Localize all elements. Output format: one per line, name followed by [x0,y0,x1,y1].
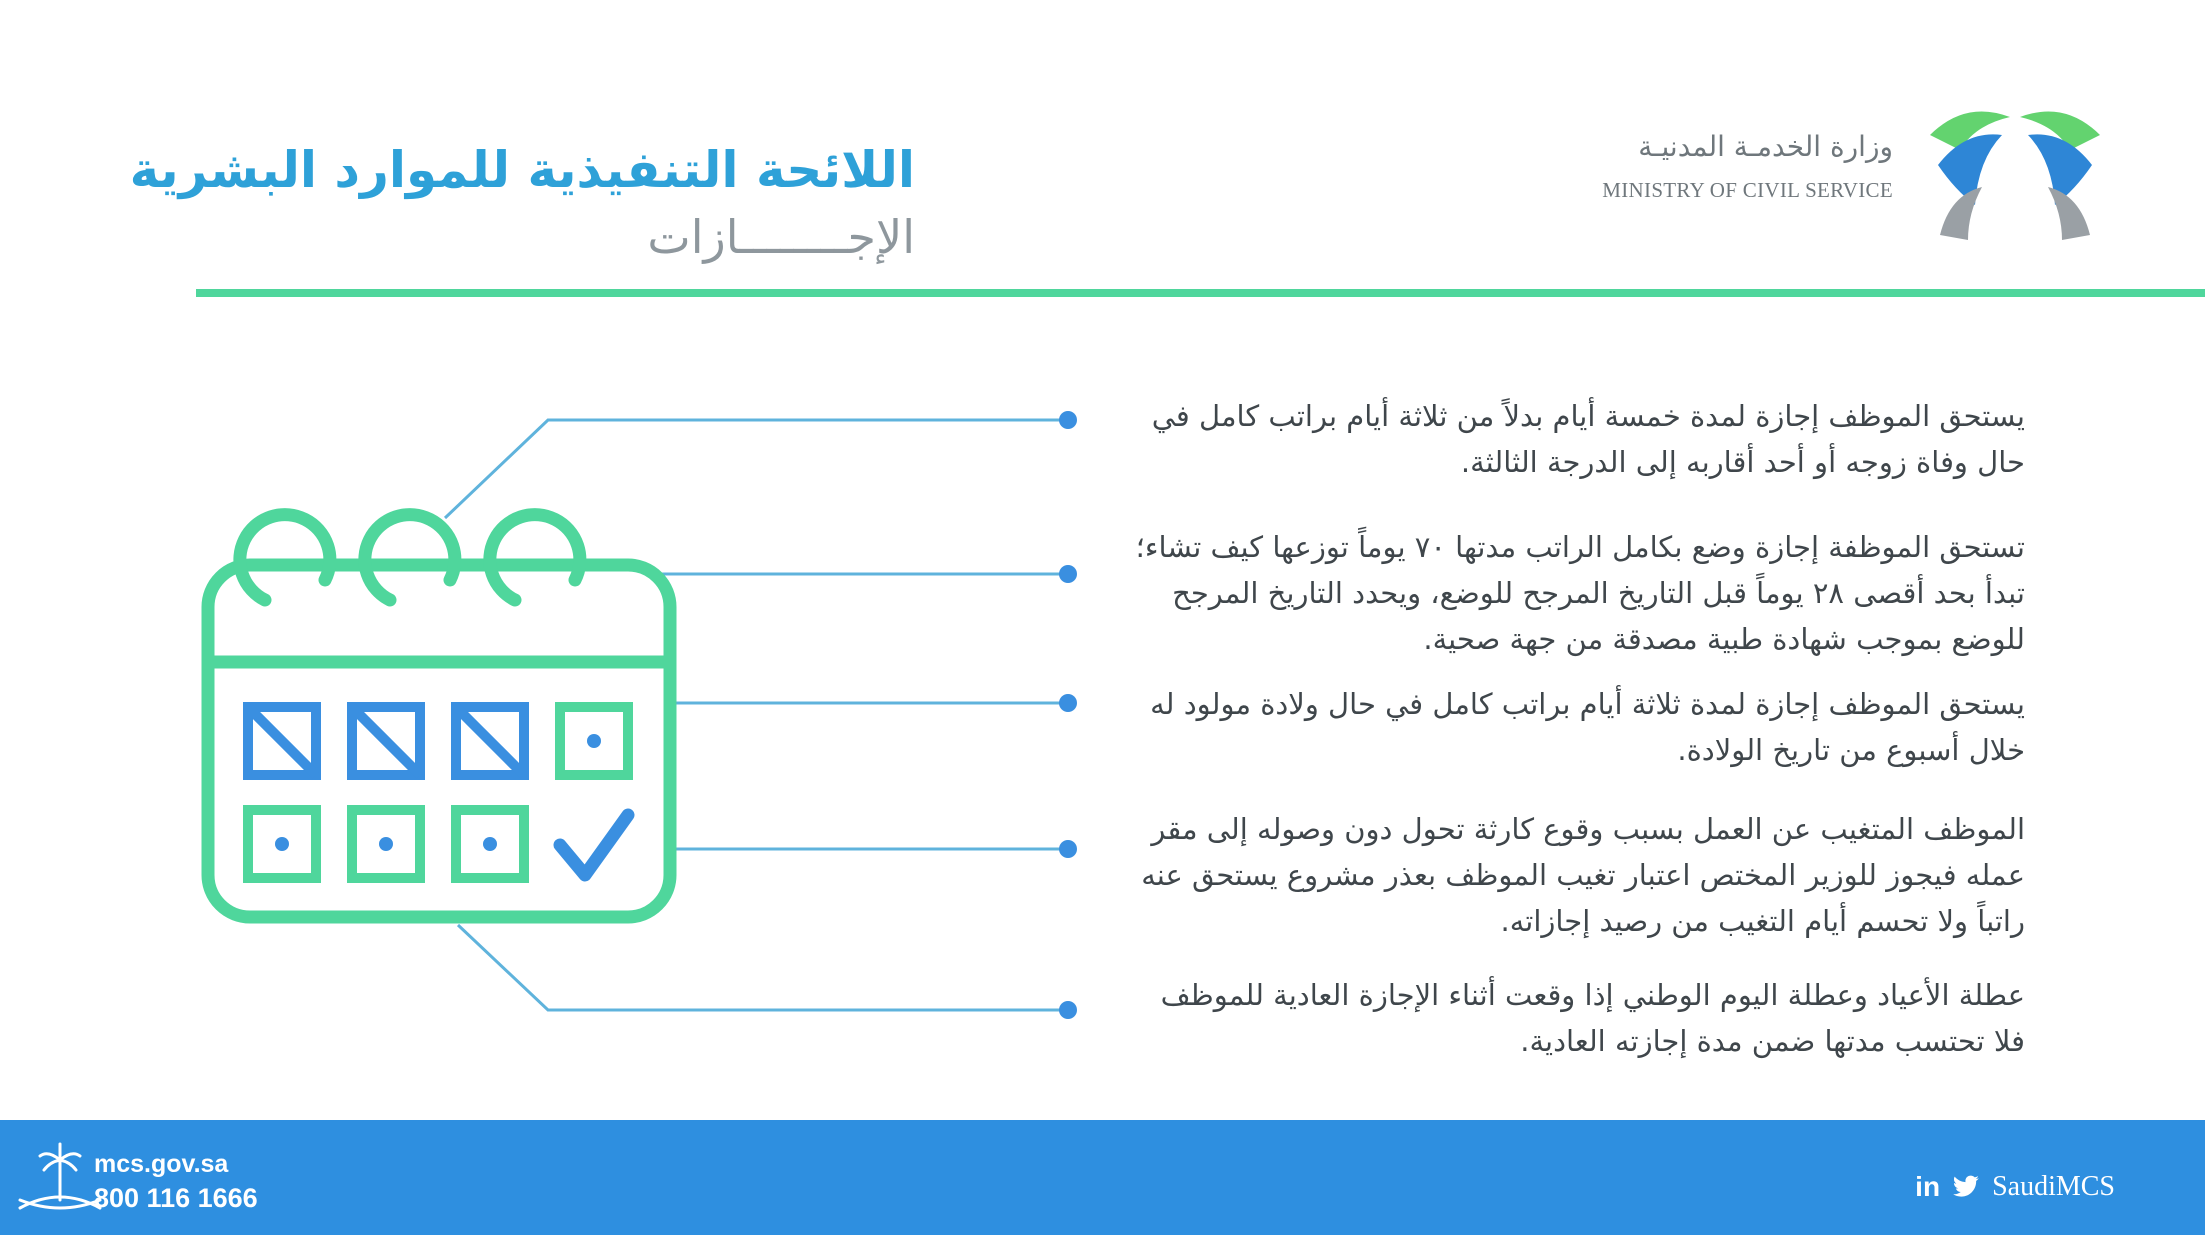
ministry-name-arabic: وزارة الخدمـة المدنيـة [1638,130,1893,163]
connector-dot-5 [1059,1001,1077,1019]
day-box-2 [248,810,316,878]
day-box-1 [560,707,628,775]
calendar-ring-1 [240,515,330,600]
list-item: يستحق الموظف إجازة لمدة خمسة أيام بدلاً من ثلاثة أيام براتب كامل في حال وفاة زوجه أو أحد أقاربه إلى الدرجة الثالثة. [1151,399,2025,479]
footer-social [1915,1171,2115,1203]
ministry-logo [1920,95,2110,245]
connector-dot-1 [1059,411,1077,429]
footer-website-link[interactable]: mcs.gov.sa [94,1150,229,1178]
list-item: الموظف المتغيب عن العمل بسبب وقوع كارثة تحول دون وصوله إلى مقر عمله فيجوز للوزير المختص اعتبار تغيب الموظف بعذر مشروع يستحق عنه راتباً ولا تحسم أيام التغيب من رصيد إجازاته. [1141,812,2025,938]
calendar-ring-2 [365,515,455,600]
checkmark-icon [560,815,628,875]
connector-dot-2 [1059,565,1077,583]
footer-bar [0,1120,2205,1235]
day-box-3 [352,810,420,878]
connector-dot-3 [1059,694,1077,712]
header-divider [196,289,2205,297]
list-item: عطلة الأعياد وعطلة اليوم الوطني إذا وقعت أثناء الإجازة العادية للموظف فلا تحتسب مدتها ضمن مدة إجازته العادية. [1160,978,2025,1058]
connector-dot-4 [1059,840,1077,858]
page-subtitle: الإجــــــــازات [647,210,915,264]
calendar-ring-3 [490,515,580,600]
linkedin-icon[interactable]: in [1915,1171,1941,1202]
twitter-icon[interactable] [1952,1175,1980,1199]
connector-line-5 [458,925,1068,1010]
crossed-day-1 [248,707,316,775]
calendar-icon [208,565,670,917]
connector-line-1 [445,420,1068,518]
day-box-4 [456,810,524,878]
ministry-name-english: MINISTRY OF CIVIL SERVICE [1602,178,1893,202]
page-title: اللائحة التنفيذية للموارد البشرية [129,141,915,199]
social-handle[interactable]: SaudiMCS [1992,1171,2115,1202]
crossed-day-2 [352,707,420,775]
crossed-day-3 [456,707,524,775]
list-item: يستحق الموظف إجازة لمدة ثلاثة أيام براتب كامل في حال ولادة مولود له خلال أسبوع من تاريخ الولادة. [1150,687,2025,767]
footer-phone: 800 116 1666 [94,1183,258,1213]
list-item: تستحق الموظفة إجازة وضع بكامل الراتب مدتها ٧٠ يوماً توزعها كيف تشاء؛ تبدأ بحد أقصى ٢٨ يوماً قبل التاريخ المرجح للوضع، ويحدد التاريخ المرجح للوضع بموجب شهادة طبية مصدقة من جهة صحية. [1135,530,2025,656]
